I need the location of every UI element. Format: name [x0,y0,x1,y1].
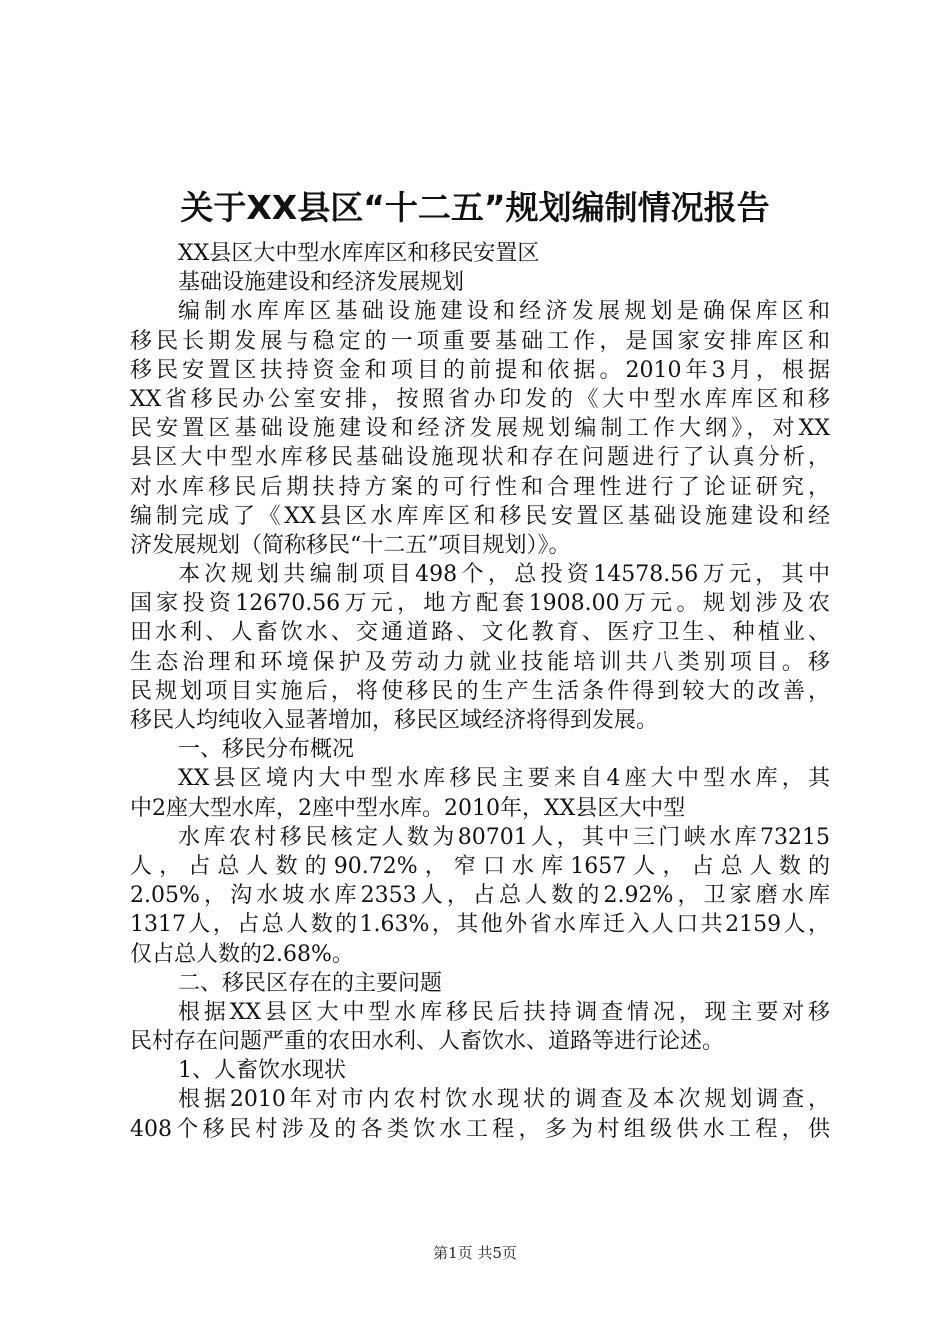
body-line: 2.05%，沟水坡水库2353人，占总人数的2.92%，卫家磨水库 [130,883,830,909]
page-footer: 第1页 共5页 [433,1244,517,1262]
section-heading: 一、移民分布概况 [178,737,355,763]
body-line: 民村存在问题严重的农田水利、人畜饮水、道路等进行论述。 [130,1029,725,1055]
body-line: 对水库移民后期扶持方案的可行性和合理性进行了论证研究， [130,474,830,500]
body-line: 根据2010年对市内农村饮水现状的调查及本次规划调查， [178,1087,830,1113]
body-line: 基础设施建设和经济发展规划 [178,270,465,296]
body-line: 生态治理和环境保护及劳动力就业技能培训共八类别项目。移 [130,649,830,675]
body-line: 济发展规划（简称移民“十二五”项目规划）》。 [130,532,571,558]
body-line: 县区大中型水库移民基础设施现状和存在问题进行了认真分析， [130,445,830,471]
body-line: XX省移民办公室安排，按照省办印发的《大中型水库库区和移 [130,386,830,412]
body-line: 移民长期发展与稳定的一项重要基础工作，是国家安排库区和 [130,328,830,354]
subsection-heading: 1、人畜饮水现状 [178,1058,346,1084]
body-line: 仅占总人数的2.68%。 [130,941,354,967]
body-line: 民安置区基础设施建设和经济发展规划编制工作大纲》，对XX [130,416,830,442]
section-heading: 二、移民区存在的主要问题 [178,970,443,996]
body-line: 本次规划共编制项目498个，总投资14578.56万元，其中 [178,562,830,588]
body-line: 移民安置区扶持资金和项目的前提和依据。2010年3月，根据 [130,357,830,383]
body-line: XX县区大中型水库库区和移民安置区 [178,241,540,266]
body-line: 编制水库库区基础设施建设和经济发展规划是确保库区和 [178,299,830,325]
body-line: 1317人，占总人数的1.63%，其他外省水库迁入人口共2159人， [130,912,830,938]
body-line: 移民人均纯收入显著增加，移民区域经济将得到发展。 [130,708,659,733]
body-line: 民规划项目实施后，将使移民的生产生活条件得到较大的改善， [130,678,830,704]
body-line: 人，占总人数的90.72%，窄口水库1657人，占总人数的 [130,853,830,879]
body-line: 编制完成了《XX县区水库库区和移民安置区基础设施建设和经 [130,503,830,529]
body-line: 水库农村移民核定人数为80701人，其中三门峡水库73215 [178,824,830,850]
body-line: 国家投资12670.56万元，地方配套1908.00万元。规划涉及农 [130,591,830,617]
body-line: 田水利、人畜饮水、交通道路、文化教育、医疗卫生、种植业、 [130,620,830,646]
body-line: XX县区境内大中型水库移民主要来自4座大中型水库，其 [178,766,830,792]
body-line: 408个移民村涉及的各类饮水工程，多为村组级供水工程，供 [130,1116,830,1142]
document-title: 关于XX县区“十二五”规划编制情况报告 [180,188,770,227]
body-line: 中2座大型水库，2座中型水库。2010年，XX县区大中型 [130,795,686,821]
document-body [130,239,830,1144]
body-line: 根据XX县区大中型水库移民后扶持调查情况，现主要对移 [178,999,830,1025]
